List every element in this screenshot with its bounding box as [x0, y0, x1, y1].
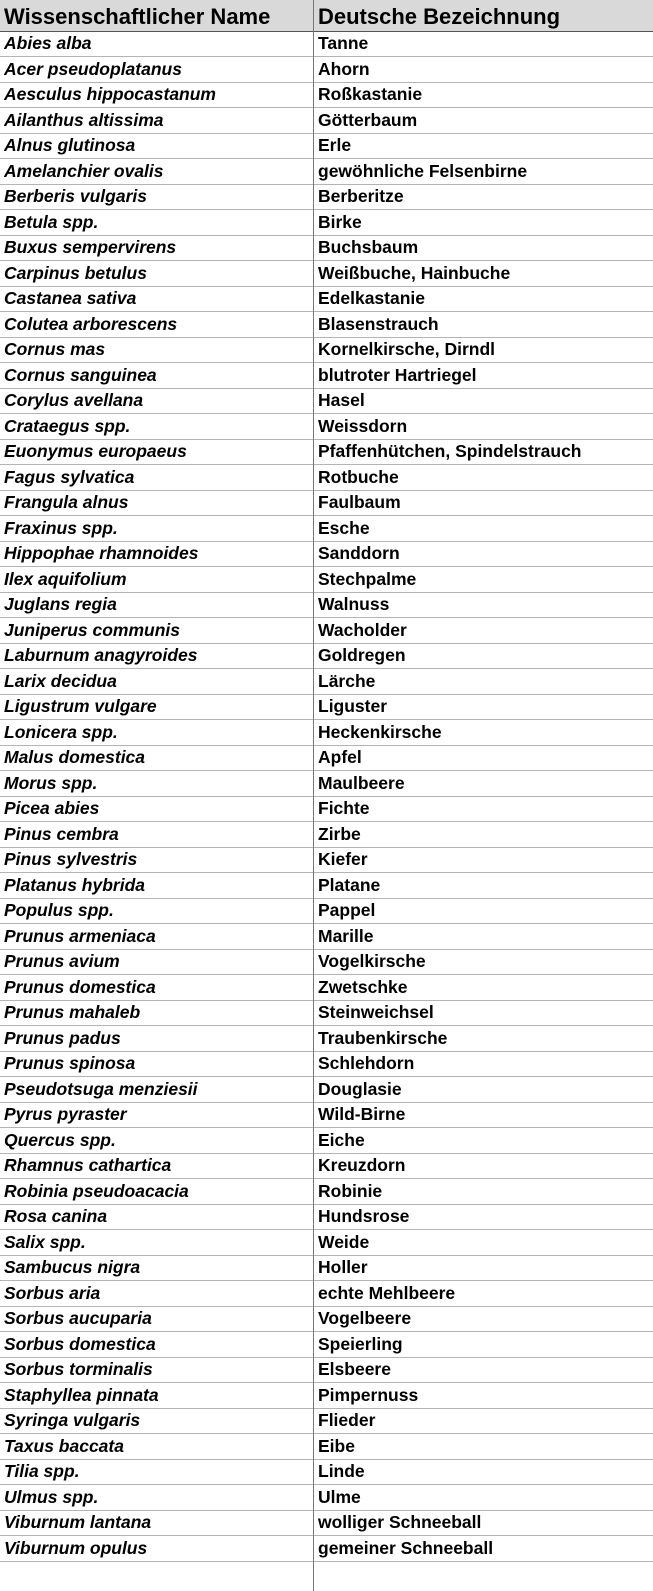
table-row [0, 1281, 653, 1307]
table-row [0, 286, 653, 312]
german-name-cell: Buchsbaum [318, 237, 419, 257]
german-name-cell: Weißbuche, Hainbuche [318, 262, 511, 283]
german-name-cell: gemeiner Schneeball [318, 1537, 494, 1558]
scientific-name-cell: Tilia spp. [4, 1461, 80, 1481]
german-name-cell: gewöhnliche Felsenbirne [318, 160, 528, 181]
german-name-cell: Robinie [318, 1180, 383, 1201]
table-row [0, 363, 653, 389]
table-row [0, 1485, 653, 1511]
table-row [0, 337, 653, 363]
german-name-cell: Platane [318, 874, 381, 895]
german-name-cell: Berberitze [318, 186, 404, 206]
scientific-name-cell: Betula spp. [4, 211, 99, 232]
table-row [0, 312, 653, 338]
german-name-cell: Rotbuche [318, 466, 399, 487]
german-name-cell: Kornelkirsche, Dirndl [318, 339, 495, 359]
scientific-name-cell: Prunus padus [4, 1027, 121, 1048]
scientific-name-cell: Taxus baccata [4, 1435, 124, 1456]
table-row [0, 57, 653, 83]
table-row [0, 745, 653, 771]
german-name-cell: Walnuss [318, 594, 390, 614]
table-row [0, 949, 653, 975]
scientific-name-cell: Alnus glutinosa [4, 135, 136, 155]
scientific-name-cell: Viburnum opulus [4, 1537, 148, 1558]
german-name-cell: Vogelkirsche [318, 951, 426, 971]
scientific-name-cell: Picea abies [4, 798, 100, 818]
table-row [0, 1459, 653, 1485]
table-row [0, 516, 653, 542]
table-row [0, 133, 653, 159]
scientific-name-cell: Fraxinus spp. [4, 517, 118, 538]
scientific-name-cell: Prunus mahaleb [4, 1002, 141, 1022]
scientific-name-cell: Amelanchier ovalis [4, 160, 164, 181]
scientific-name-cell: Sambucus nigra [4, 1257, 141, 1277]
table-row [0, 235, 653, 261]
scientific-name-cell: Ailanthus altissima [4, 109, 164, 130]
german-name-cell: Lärche [318, 670, 376, 691]
german-name-cell: Speierling [318, 1333, 403, 1354]
table-row [0, 873, 653, 899]
table-row [0, 31, 653, 57]
table-row [0, 541, 653, 567]
german-name-cell: Pappel [318, 900, 376, 920]
german-name-cell: Elsbeere [318, 1359, 391, 1379]
german-name-cell: blutroter Hartriegel [318, 364, 477, 385]
column-divider [313, 0, 314, 1591]
scientific-name-cell: Carpinus betulus [4, 262, 147, 283]
scientific-name-cell: Lonicera spp. [4, 721, 118, 742]
german-name-cell: Traubenkirsche [318, 1027, 448, 1048]
table-row [0, 108, 653, 134]
scientific-name-cell: Berberis vulgaris [4, 186, 147, 206]
scientific-name-cell: Rosa canina [4, 1206, 108, 1226]
table-row [0, 465, 653, 491]
scientific-name-cell: Juniperus communis [4, 619, 181, 640]
scientific-name-cell: Cornus sanguinea [4, 364, 157, 385]
table-row [0, 694, 653, 720]
german-name-cell: wolliger Schneeball [318, 1512, 482, 1532]
german-name-cell: echte Mehlbeere [318, 1282, 456, 1303]
table-row [0, 184, 653, 210]
table-row [0, 592, 653, 618]
scientific-name-cell: Pinus sylvestris [4, 849, 138, 869]
german-name-cell: Birke [318, 211, 362, 232]
scientific-name-cell: Sorbus torminalis [4, 1359, 153, 1379]
table-row [0, 567, 653, 593]
scientific-name-cell: Platanus hybrida [4, 874, 146, 895]
german-name-cell: Götterbaum [318, 109, 418, 130]
german-name-cell: Marille [318, 925, 374, 946]
scientific-name-cell: Quercus spp. [4, 1129, 116, 1150]
table-header-row [0, 0, 653, 32]
scientific-name-cell: Syringa vulgaris [4, 1410, 141, 1430]
german-name-cell: Eiche [318, 1129, 365, 1150]
german-name-cell: Weissdorn [318, 415, 408, 436]
scientific-name-cell: Morus spp. [4, 772, 98, 793]
german-name-cell: Maulbeere [318, 772, 405, 793]
table-row [0, 1077, 653, 1103]
scientific-name-cell: Euonymus europaeus [4, 441, 187, 461]
table-row [0, 847, 653, 873]
scientific-name-cell: Prunus armeniaca [4, 925, 156, 946]
table-row [0, 1306, 653, 1332]
scientific-name-cell: Hippophae rhamnoides [4, 543, 199, 563]
german-name-cell: Holler [318, 1257, 368, 1277]
scientific-name-cell: Prunus avium [4, 951, 120, 971]
german-name-cell: Zwetschke [318, 976, 408, 997]
scientific-name-cell: Staphyllea pinnata [4, 1384, 159, 1405]
scientific-name-cell: Pseudotsuga menziesii [4, 1078, 198, 1099]
table-row [0, 388, 653, 414]
table-row [0, 822, 653, 848]
german-name-cell: Goldregen [318, 645, 406, 665]
table-row [0, 669, 653, 695]
scientific-name-cell: Laburnum anagyroides [4, 645, 198, 665]
table-row [0, 1383, 653, 1409]
table-row [0, 720, 653, 746]
table-row [0, 1408, 653, 1434]
german-name-cell: Vogelbeere [318, 1308, 412, 1328]
scientific-name-cell: Sorbus domestica [4, 1333, 156, 1354]
german-name-cell: Wacholder [318, 619, 407, 640]
german-name-cell: Hasel [318, 390, 365, 410]
german-name-cell: Apfel [318, 747, 362, 767]
scientific-name-cell: Aesculus hippocastanum [4, 84, 216, 104]
scientific-name-cell: Abies alba [4, 33, 92, 53]
table-row [0, 1026, 653, 1052]
scientific-name-cell: Salix spp. [4, 1231, 86, 1252]
table-row [0, 1204, 653, 1230]
german-name-cell: Zirbe [318, 823, 361, 844]
german-name-cell: Liguster [318, 696, 388, 716]
table-row [0, 618, 653, 644]
scientific-name-cell: Rhamnus cathartica [4, 1155, 172, 1175]
table-row [0, 643, 653, 669]
scientific-name-cell: Larix decidua [4, 670, 117, 691]
german-name-cell: Faulbaum [318, 492, 401, 512]
german-name-cell: Sanddorn [318, 543, 400, 563]
german-name-cell: Kreuzdorn [318, 1155, 406, 1175]
german-name-cell: Flieder [318, 1410, 376, 1430]
table-row [0, 924, 653, 950]
table-row [0, 1434, 653, 1460]
german-name-cell: Roßkastanie [318, 84, 423, 104]
german-name-cell: Kiefer [318, 849, 368, 869]
scientific-name-cell: Fagus sylvatica [4, 466, 135, 487]
table-row [0, 82, 653, 108]
german-name-cell: Pfaffenhütchen, Spindelstrauch [318, 441, 582, 461]
table-row [0, 898, 653, 924]
german-name-cell: Ulme [318, 1486, 361, 1507]
german-name-cell: Weide [318, 1231, 370, 1252]
german-name-cell: Hundsrose [318, 1206, 410, 1226]
table-row [0, 796, 653, 822]
scientific-name-cell: Malus domestica [4, 747, 146, 767]
header-scientific-name: Wissenschaftlicher Name [4, 4, 271, 29]
german-name-cell: Pimpernuss [318, 1384, 419, 1405]
scientific-name-cell: Sorbus aucuparia [4, 1308, 152, 1328]
table-row [0, 439, 653, 465]
table-row [0, 1102, 653, 1128]
german-name-cell: Linde [318, 1461, 365, 1481]
table-row [0, 771, 653, 797]
scientific-name-cell: Robinia pseudoacacia [4, 1180, 189, 1201]
table-row [0, 159, 653, 185]
scientific-name-cell: Ligustrum vulgare [4, 696, 157, 716]
german-name-cell: Tanne [318, 33, 369, 53]
scientific-name-cell: Ulmus spp. [4, 1486, 99, 1507]
scientific-name-cell: Sorbus aria [4, 1282, 101, 1303]
table-row [0, 1051, 653, 1077]
table-row [0, 975, 653, 1001]
german-name-cell: Blasenstrauch [318, 313, 439, 334]
header-german-name: Deutsche Bezeichnung [318, 4, 561, 29]
scientific-name-cell: Prunus domestica [4, 976, 156, 997]
scientific-name-cell: Ilex aquifolium [4, 568, 127, 589]
scientific-name-cell: Juglans regia [4, 594, 117, 614]
scientific-name-cell: Crataegus spp. [4, 415, 131, 436]
scientific-name-cell: Populus spp. [4, 900, 114, 920]
scientific-name-cell: Colutea arborescens [4, 313, 178, 334]
table-row [0, 1179, 653, 1205]
scientific-name-cell: Buxus sempervirens [4, 237, 177, 257]
table-row [0, 1332, 653, 1358]
table-row [0, 1000, 653, 1026]
german-name-cell: Ahorn [318, 58, 370, 79]
scientific-name-cell: Prunus spinosa [4, 1053, 136, 1073]
scientific-name-cell: Acer pseudoplatanus [4, 58, 182, 79]
german-name-cell: Esche [318, 517, 370, 538]
german-name-cell: Steinweichsel [318, 1002, 434, 1022]
table-row [0, 1510, 653, 1536]
table-row [0, 414, 653, 440]
german-name-cell: Schlehdorn [318, 1053, 415, 1073]
table-row [0, 1153, 653, 1179]
scientific-name-cell: Pyrus pyraster [4, 1104, 127, 1124]
table-row [0, 1230, 653, 1256]
german-name-cell: Heckenkirsche [318, 721, 442, 742]
scientific-name-cell: Cornus mas [4, 339, 106, 359]
german-name-cell: Edelkastanie [318, 288, 425, 308]
table-row [0, 1128, 653, 1154]
german-name-cell: Stechpalme [318, 568, 417, 589]
table-row [0, 1536, 653, 1562]
scientific-name-cell: Pinus cembra [4, 823, 119, 844]
table-row [0, 1357, 653, 1383]
german-name-cell: Fichte [318, 798, 370, 818]
german-name-cell: Erle [318, 135, 352, 155]
scientific-name-cell: Viburnum lantana [4, 1512, 152, 1532]
table-row [0, 210, 653, 236]
scientific-name-cell: Castanea sativa [4, 288, 137, 308]
table-row [0, 1255, 653, 1281]
table-row [0, 261, 653, 287]
german-name-cell: Douglasie [318, 1078, 402, 1099]
german-name-cell: Wild-Birne [318, 1104, 406, 1124]
table-row [0, 490, 653, 516]
scientific-name-cell: Corylus avellana [4, 390, 144, 410]
german-name-cell: Eibe [318, 1435, 355, 1456]
scientific-name-cell: Frangula alnus [4, 492, 129, 512]
